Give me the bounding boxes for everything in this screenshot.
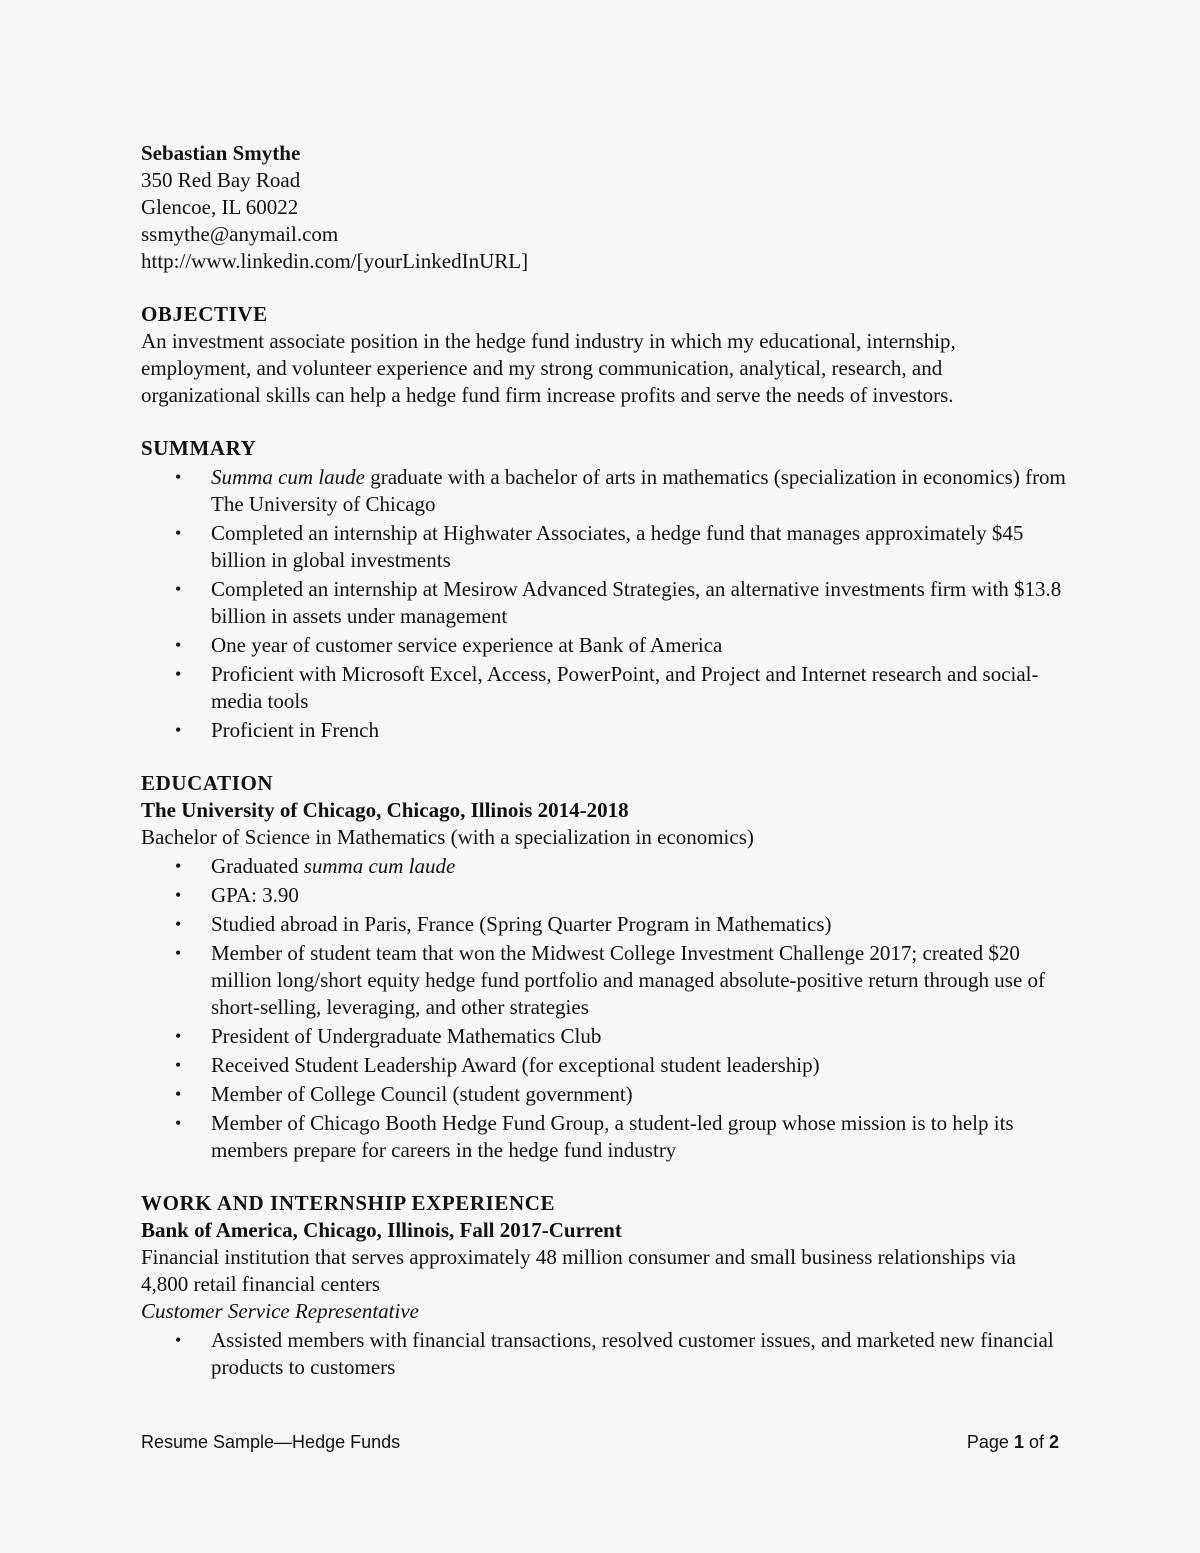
summary-item-text: Proficient with Microsoft Excel, Access, PowerPoint, and Project and Internet research and social-media tools	[211, 662, 1039, 713]
job-role: Customer Service Representative	[141, 1299, 419, 1323]
education-item	[141, 1110, 1066, 1164]
summary-item-text: Completed an internship at Highwater Associates, a hedge fund that manages approximately $45 billion in global investments	[211, 521, 1024, 572]
employer-line: Bank of America, Chicago, Illinois, Fall 2017-Current	[141, 1218, 622, 1242]
bullet-icon: •	[175, 914, 182, 934]
summary-item	[141, 717, 1066, 744]
degree-line: Bachelor of Science in Mathematics (with a specialization in economics)	[141, 825, 754, 849]
bullet-icon: •	[175, 856, 182, 876]
bullet-icon: •	[175, 1330, 182, 1350]
candidate-name: Sebastian Smythe	[141, 141, 301, 165]
summary-item	[141, 632, 1066, 659]
bullet-icon: •	[175, 467, 182, 487]
experience-heading: WORK AND INTERNSHIP EXPERIENCE	[141, 1191, 556, 1215]
education-item-text: President of Undergraduate Mathematics Club	[211, 1024, 602, 1048]
education-item	[141, 1052, 1066, 1079]
summary-item-text: One year of customer service experience at Bank of America	[211, 633, 723, 657]
objective-heading: OBJECTIVE	[141, 302, 268, 326]
employer-description: Financial institution that serves approximately 48 million consumer and small business relationships via 4,800 retail financial centers	[141, 1245, 1016, 1296]
education-item-italic: summa cum laude	[303, 854, 456, 878]
education-item-text: Graduated	[211, 854, 304, 878]
education-heading: EDUCATION	[141, 771, 274, 795]
bullet-icon: •	[175, 1026, 182, 1046]
resume-content	[141, 140, 1066, 1383]
email: ssmythe@anymail.com	[141, 222, 339, 246]
experience-item-text: Assisted members with financial transactions, resolved customer issues, and marketed new financial products to customers	[211, 1328, 1054, 1379]
education-item	[141, 911, 1066, 938]
address-line-1: 350 Red Bay Road	[141, 168, 301, 192]
bullet-icon: •	[175, 579, 182, 599]
education-item	[141, 882, 1066, 909]
footer-document-title: Resume Sample—Hedge Funds	[141, 1432, 401, 1452]
education-item	[141, 940, 1066, 1021]
summary-item	[141, 464, 1066, 518]
bullet-icon: •	[175, 1113, 182, 1133]
address-line-2: Glencoe, IL 60022	[141, 195, 299, 219]
bullet-icon: •	[175, 523, 182, 543]
summary-item	[141, 520, 1066, 574]
page-prefix: Page	[966, 1432, 1014, 1452]
education-item	[141, 1023, 1066, 1050]
education-item-text: Member of Chicago Booth Hedge Fund Group, a student-led group whose mission is to help its members prepare for careers in the hedge fund industry	[211, 1111, 1014, 1162]
summary-item-text: Proficient in French	[211, 718, 379, 742]
page-total: 2	[1048, 1432, 1059, 1452]
summary-item	[141, 661, 1066, 715]
bullet-icon: •	[175, 1055, 182, 1075]
page-of: of	[1023, 1432, 1049, 1452]
education-item	[141, 853, 1066, 880]
summary-item-text: graduate with a bachelor of arts in mathematics (specialization in economics) from The University of Chicago	[211, 465, 1066, 516]
bullet-icon: •	[175, 1084, 182, 1104]
objective-text: An investment associate position in the hedge fund industry in which my educational, internship, employment, and volunteer experience and my strong communication, analytical, research, and organizational skills can help a hedge fund firm increase profits and serve the needs of investors.	[141, 329, 956, 407]
experience-list	[141, 1327, 1066, 1381]
school-line: The University of Chicago, Chicago, Illinois 2014-2018	[141, 798, 629, 822]
education-item-text: GPA: 3.90	[211, 883, 299, 907]
bullet-icon: •	[175, 635, 182, 655]
contact-block	[141, 140, 1066, 275]
summary-item	[141, 576, 1066, 630]
education-item-text: Member of College Council (student government)	[211, 1082, 633, 1106]
bullet-icon: •	[175, 720, 182, 740]
page-current: 1	[1013, 1432, 1024, 1452]
education-list	[141, 853, 1066, 1164]
summary-heading: SUMMARY	[141, 436, 257, 460]
footer-page-number	[967, 1430, 1059, 1454]
summary-list	[141, 464, 1066, 744]
education-item-text: Received Student Leadership Award (for exceptional student leadership)	[211, 1053, 820, 1077]
summary-item-italic: Summa cum laude	[211, 465, 365, 489]
linkedin-url: http://www.linkedin.com/[yourLinkedInURL]	[141, 249, 529, 273]
summary-item-text: Completed an internship at Mesirow Advanced Strategies, an alternative investments firm with $13.8 billion in assets under management	[211, 577, 1062, 628]
bullet-icon: •	[175, 943, 182, 963]
education-item-text: Member of student team that won the Midwest College Investment Challenge 2017; created $20 million long/short equity hedge fund portfolio and managed absolute-positive return through use of short-selling, leveraging, and other strategies	[211, 941, 1046, 1019]
bullet-icon: •	[175, 885, 182, 905]
education-item-text: Studied abroad in Paris, France (Spring Quarter Program in Mathematics)	[211, 912, 832, 936]
page-footer	[141, 1430, 1059, 1454]
experience-item	[141, 1327, 1066, 1381]
bullet-icon: •	[175, 664, 182, 684]
education-item	[141, 1081, 1066, 1108]
